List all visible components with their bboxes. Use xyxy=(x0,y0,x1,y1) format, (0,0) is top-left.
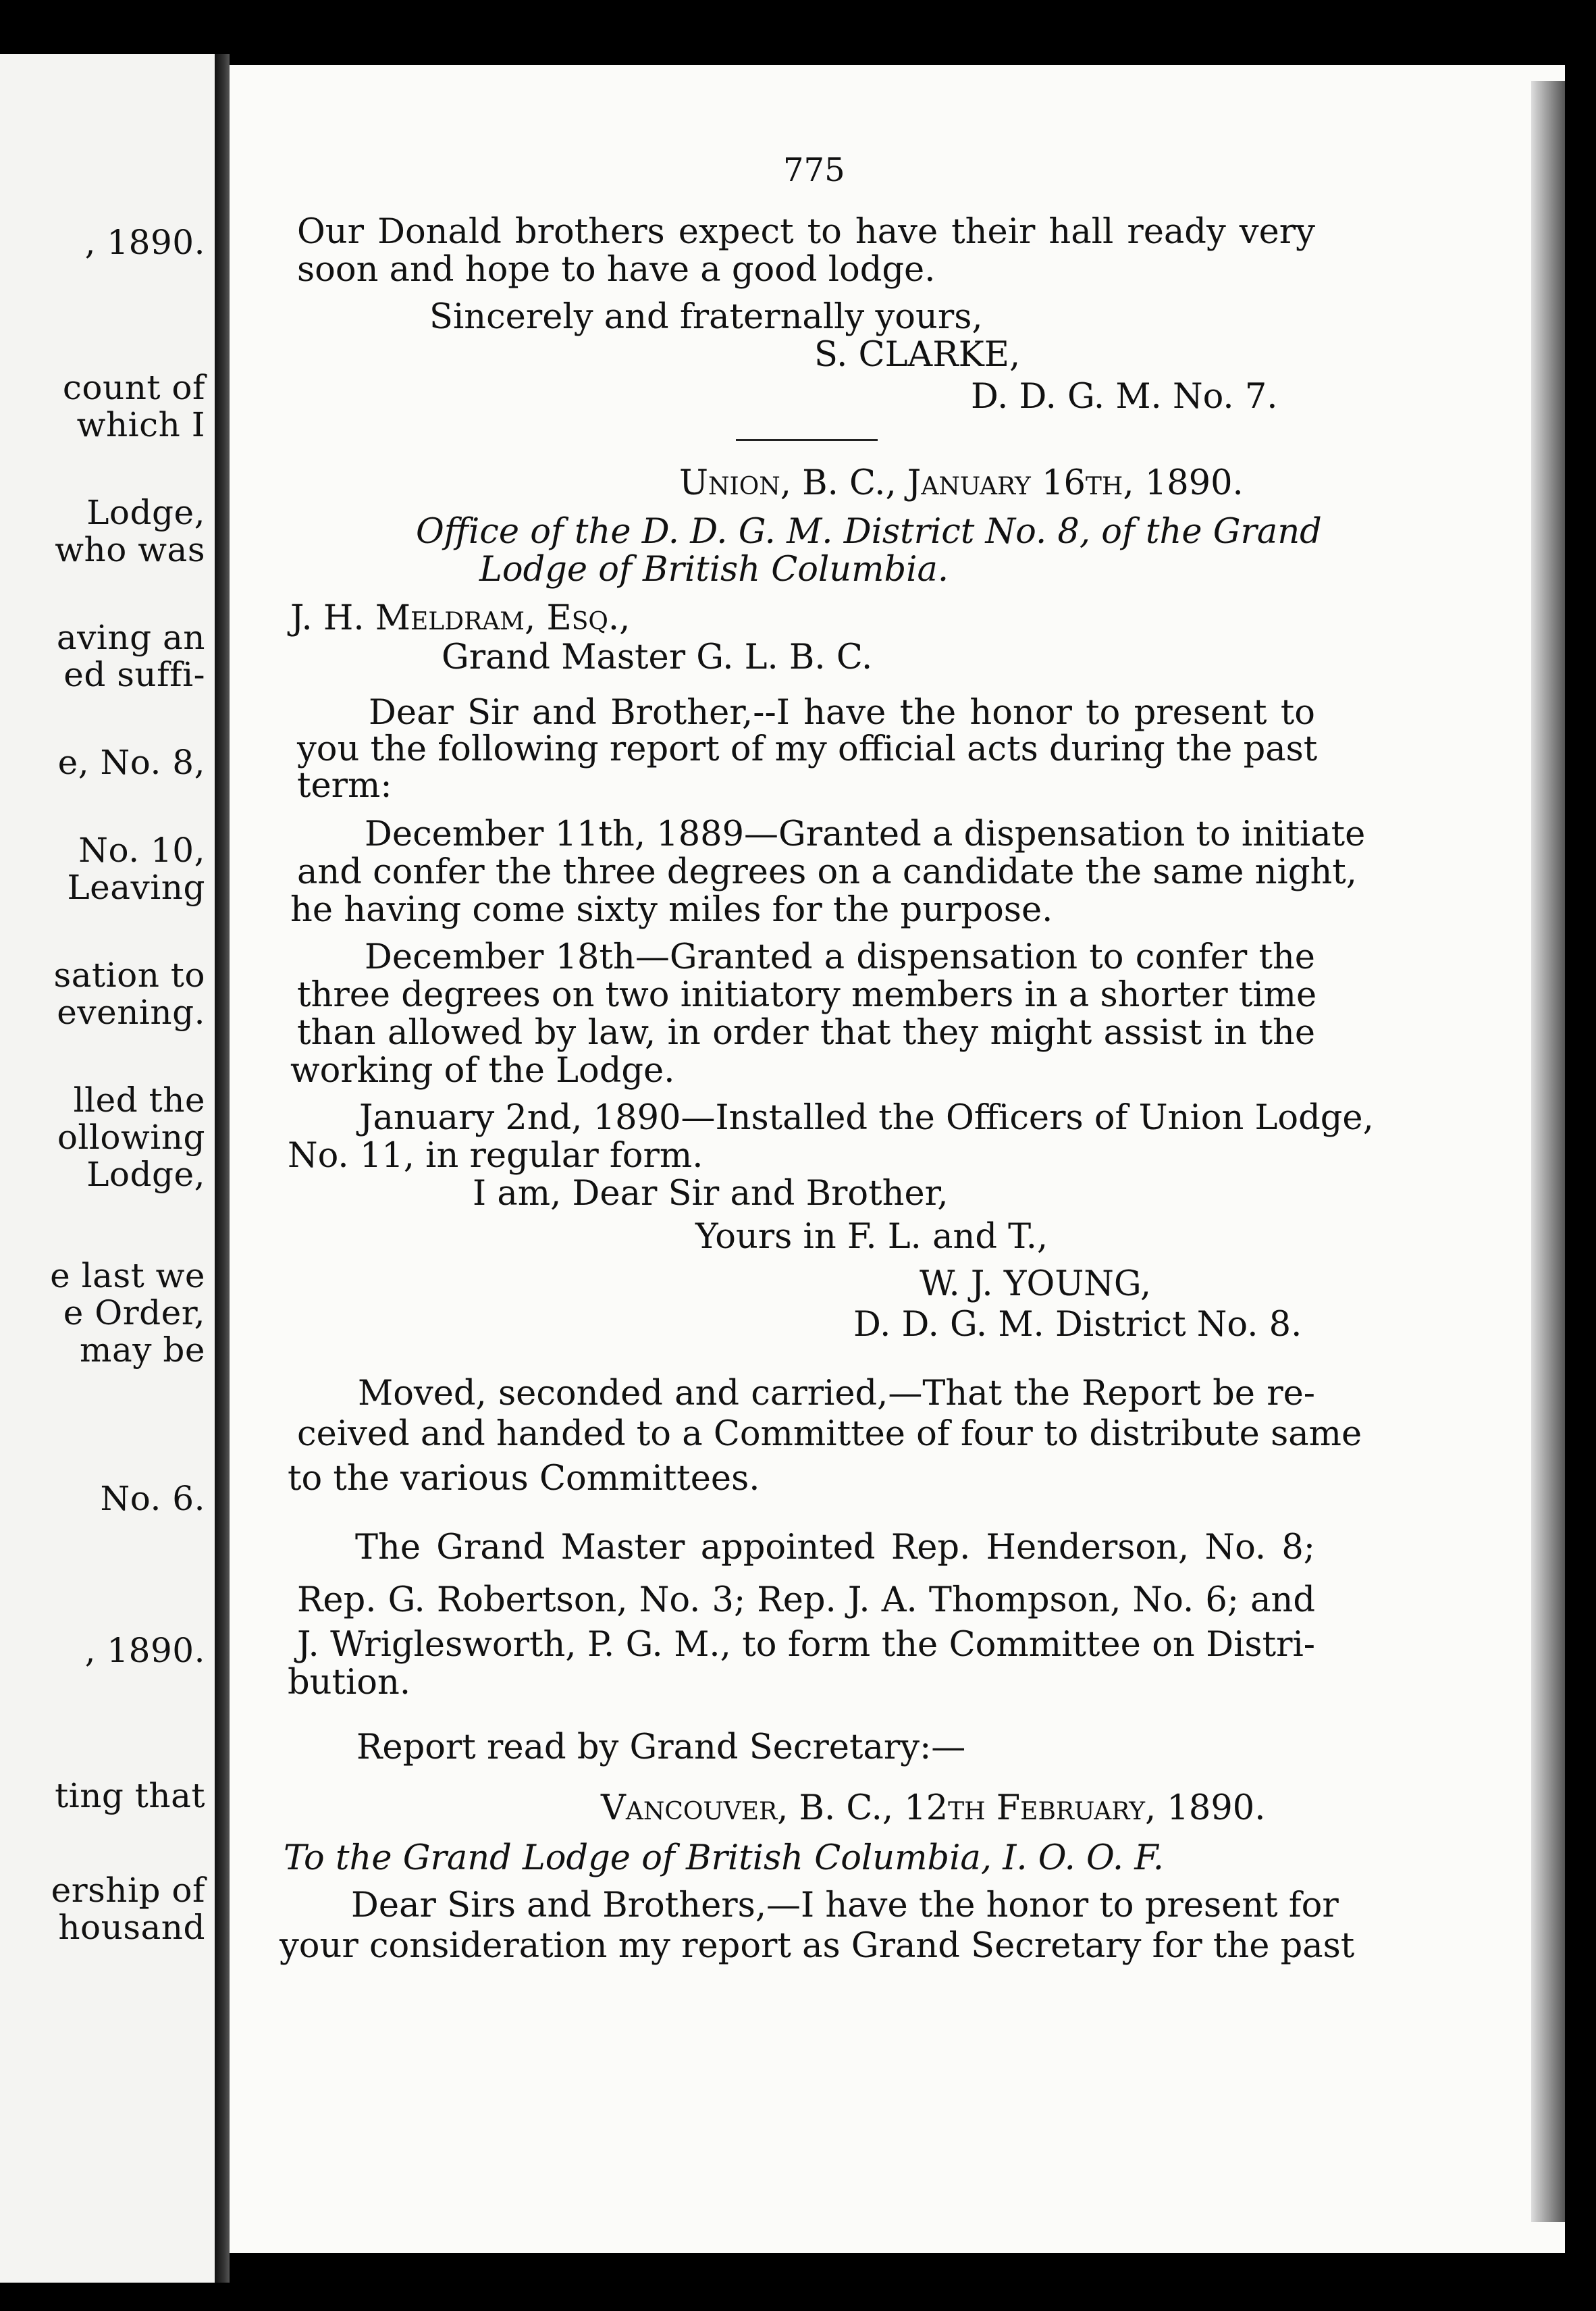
left-fragment: , 1890. xyxy=(84,1631,205,1670)
left-fragment: who was xyxy=(55,530,205,569)
dateline: Union, B. C., January 16th, 1890. xyxy=(679,463,1244,503)
left-fragment: lled the xyxy=(73,1081,205,1120)
text-line: Moved, seconded and carried,—That the Report be re- xyxy=(358,1374,1315,1413)
text-line: Rep. G. Robertson, No. 3; Rep. J. A. Thompson, No. 6; and xyxy=(297,1580,1315,1620)
left-fragment: ership of xyxy=(51,1871,205,1910)
left-fragment: count of xyxy=(62,368,205,407)
left-fragment: which I xyxy=(76,405,205,444)
text-line: January 2nd, 1890—Installed the Officers of Union Lodge, xyxy=(359,1098,1374,1138)
text-line: Report read by Grand Secretary:— xyxy=(356,1728,966,1767)
addressee-title: Grand Master G. L. B. C. xyxy=(442,638,873,677)
text-line: Our Donald brothers expect to have their hall ready very xyxy=(297,212,1315,252)
signature-title: D. D. G. M. District No. 8. xyxy=(853,1305,1302,1345)
section-divider xyxy=(736,439,878,441)
text-line: December 11th, 1889—Granted a dispensation to initiate xyxy=(365,814,1366,854)
closing: Sincerely and fraternally yours, xyxy=(429,297,983,337)
text-line: he having come sixty miles for the purpose. xyxy=(290,890,1053,930)
office-heading: Office of the D. D. G. M. District No. 8, of the Grand xyxy=(416,512,1322,552)
left-fragment: ollowing xyxy=(57,1118,205,1157)
page-edge xyxy=(1531,81,1565,2222)
text-line: Dear Sir and Brother,--I have the honor to present to xyxy=(369,693,1315,733)
previous-page-strip xyxy=(0,54,215,2283)
text-line: working of the Lodge. xyxy=(290,1051,675,1091)
page-number: 775 xyxy=(783,151,845,189)
text-line: three degrees on two initiatory members in a shorter time xyxy=(297,975,1317,1015)
text-line: Dear Sirs and Brothers,—I have the honor to present for xyxy=(351,1886,1339,1925)
left-fragment: Lodge, xyxy=(86,1155,205,1194)
text-line: than allowed by law, in order that they might assist in the xyxy=(297,1013,1315,1053)
left-fragment: e Order, xyxy=(63,1293,205,1332)
left-fragment: evening. xyxy=(57,993,205,1032)
left-fragment: housand xyxy=(58,1908,205,1947)
closing: I am, Dear Sir and Brother, xyxy=(473,1174,949,1214)
left-fragment: ed suffi- xyxy=(63,655,205,694)
left-fragment: aving an xyxy=(56,618,205,657)
text-line: J. Wriglesworth, P. G. M., to form the Committee on Distri- xyxy=(297,1625,1315,1665)
text-line: bution. xyxy=(288,1663,411,1703)
text-line: and confer the three degrees on a candidate the same night, xyxy=(297,852,1358,892)
text-line: to the various Committees. xyxy=(288,1459,760,1499)
left-fragment: Leaving xyxy=(67,868,205,907)
text-line: you the following report of my official acts during the past xyxy=(297,729,1318,769)
left-fragment: e last we xyxy=(50,1256,205,1295)
left-fragment: , 1890. xyxy=(84,223,205,262)
text-line: your consideration my report as Grand Secretary for the past xyxy=(280,1926,1355,1966)
left-fragment: may be xyxy=(80,1330,205,1370)
signature-name: W. J. YOUNG, xyxy=(920,1264,1152,1304)
text-line: No. 11, in regular form. xyxy=(288,1136,703,1176)
text-line: December 18th—Granted a dispensation to confer the xyxy=(365,937,1315,977)
left-fragment: e, No. 8, xyxy=(57,743,205,782)
left-fragment: No. 6. xyxy=(100,1479,205,1518)
signature-name: S. CLARKE, xyxy=(814,335,1021,375)
closing: Yours in F. L. and T., xyxy=(695,1217,1048,1257)
addressee: J. H. Meldram, Esq., xyxy=(290,598,631,638)
left-fragment: sation to xyxy=(53,956,205,995)
left-fragment: Lodge, xyxy=(86,493,205,532)
dateline: Vancouver, B. C., 12th February, 1890. xyxy=(601,1788,1266,1828)
text-line: The Grand Master appointed Rep. Henderson, No. 8; xyxy=(355,1528,1315,1567)
text-line: term: xyxy=(297,766,392,806)
office-heading: Lodge of British Columbia. xyxy=(479,550,949,590)
text-line: ceived and handed to a Committee of four to distribute same xyxy=(297,1414,1362,1454)
book-gutter xyxy=(215,54,230,2283)
addressee-heading: To the Grand Lodge of British Columbia, I. O. O. F. xyxy=(284,1838,1164,1878)
left-fragment: ting that xyxy=(55,1776,205,1815)
text-line: soon and hope to have a good lodge. xyxy=(297,250,936,290)
left-fragment: No. 10, xyxy=(78,831,205,870)
signature-title: D. D. G. M. No. 7. xyxy=(971,377,1278,417)
